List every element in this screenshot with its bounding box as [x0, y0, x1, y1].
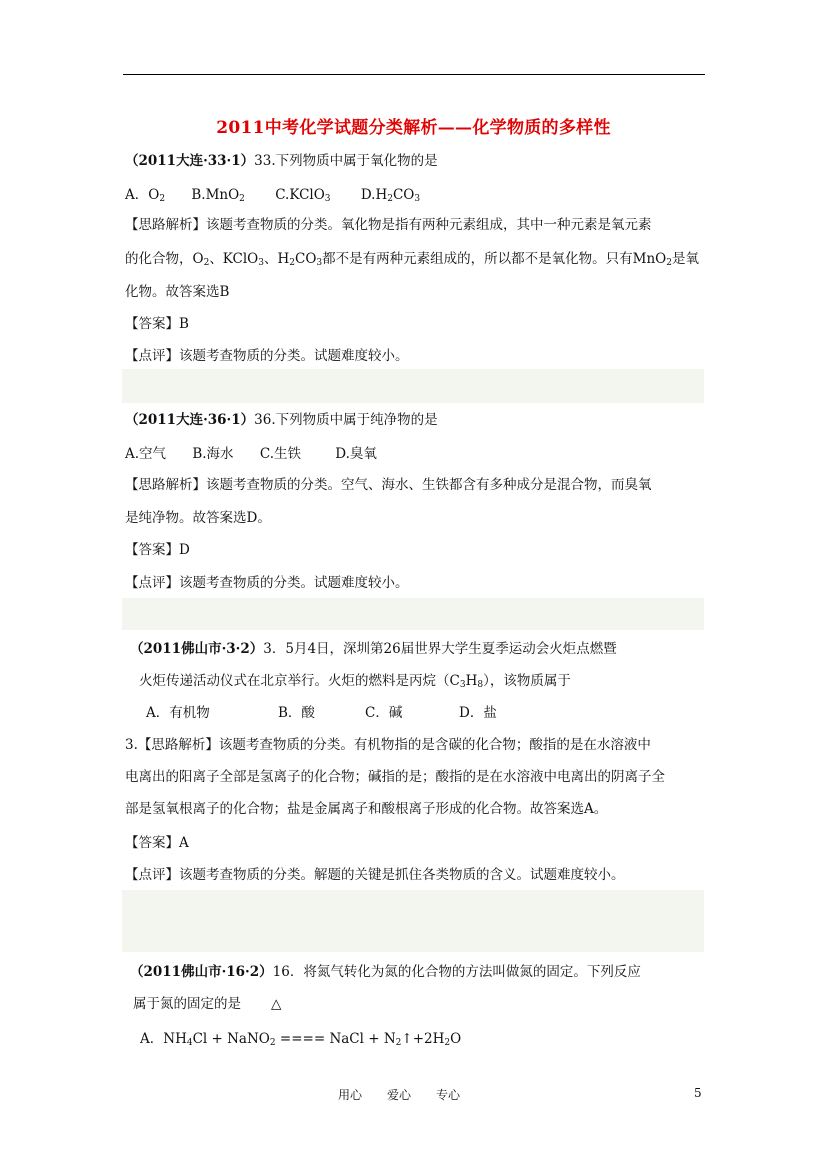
heat-symbol: △	[271, 996, 282, 1012]
q1-comment: 【点评】该题考查物质的分类。试题难度较小。	[125, 348, 409, 364]
q1-option-d: $D.H_2CO_3$	[360, 187, 421, 204]
footer-text-1: 用心	[338, 1088, 363, 1102]
q1-option-c: C.KClO$_3$	[275, 187, 331, 204]
q3-analysis-line2: 电离出的阳离子全部是氢离子的化合物；碱指的是；酸指的是在水溶液中电离出的阴离子全	[125, 769, 665, 785]
page-title: 2011中考化学试题分类解析——化学物质的多样性	[216, 118, 611, 138]
q2-analysis-line2: 是纯净物。故答案选D。	[125, 510, 271, 526]
q4-stem-line2: 属于氮的固定的是 △	[133, 996, 282, 1012]
shaded-band	[122, 890, 704, 952]
q3-option-b: B．酸	[278, 705, 315, 721]
q4-option-a: A．$NH_4Cl$ + NaNO$_2$ ==== NaCl + $N_2↑+2H_2O$	[140, 1031, 462, 1048]
q3-analysis-line1: 3.【思路解析】该题考查物质的分类。有机物指的是含碳的化合物；酸指的是在水溶液中	[125, 737, 651, 753]
q2-stem	[125, 411, 438, 429]
q2-option-b: B.海水	[192, 446, 234, 462]
shaded-band	[122, 369, 704, 403]
q1-text: 33.下列物质中属于氧化物的是	[254, 153, 438, 169]
q3-answer: 【答案】A	[125, 835, 189, 851]
q1-analysis-line2: 的化合物，$O_2$、KClO$_3$、$H_2CO_3$都不是有两种元素组成的，所以都不是氧化物。只有MnO$_2$是氧	[125, 251, 699, 268]
page-number: 5	[694, 1086, 702, 1100]
header-rule	[123, 74, 705, 75]
footer-text-2: 爱心	[387, 1088, 412, 1102]
q2-option-d: D.臭氧	[335, 446, 377, 462]
shaded-band	[122, 598, 704, 630]
q4-stem-line1: （2011佛山市·16·2）16．将氮气转化为氮的化合物的方法叫做氮的固定。下列反应	[130, 964, 641, 980]
footer-text-3: 专心	[436, 1088, 461, 1102]
q2-answer: 【答案】D	[125, 542, 190, 558]
q1-source: （2011大连·33·1）	[125, 153, 255, 169]
q2-options	[125, 445, 377, 463]
q3-stem-line1: （2011佛山市·3·2）3．5月4日，深圳第26届世界大学生夏季运动会火炬点燃暨	[130, 641, 617, 657]
q1-analysis-line3: 化物。故答案选B	[125, 284, 230, 300]
q3-option-c: C．碱	[365, 705, 403, 721]
q2-option-c: C.生铁	[259, 446, 301, 462]
q2-analysis-line1: 【思路解析】该题考查物质的分类。空气、海水、生铁都含有多种成分是混合物，而臭氧	[125, 477, 652, 493]
q3-stem-line2: 火炬传递活动仪式在北京举行。火炬的燃料是丙烷$(C_3H_8)$，该物质属于	[139, 673, 571, 690]
q1-answer: 【答案】B	[125, 316, 189, 332]
q1-options	[125, 186, 420, 204]
q3-options	[146, 704, 497, 722]
q2-text: 36.下列物质中属于纯净物的是	[254, 412, 438, 428]
q1-stem	[125, 152, 438, 170]
q1-option-a: A．$O_2$	[125, 187, 166, 204]
q2-source: （2011大连·36·1）	[125, 412, 255, 428]
q1-option-b: B.MnO$_2$	[191, 187, 245, 204]
q3-source: （2011佛山市·3·2）	[130, 641, 264, 657]
q3-option-a: A．有机物	[146, 705, 210, 721]
q3-analysis-line3: 部是氢氧根离子的化合物；盐是金属离子和酸根离子形成的化合物。故答案选A。	[125, 801, 608, 817]
q1-analysis-line1: 【思路解析】该题考查物质的分类。氧化物是指有两种元素组成，其中一种元素是氧元素	[125, 217, 652, 233]
q2-option-a: A.空气	[125, 446, 167, 462]
q3-option-d: D．盐	[459, 705, 497, 721]
q4-source: （2011佛山市·16·2）	[130, 964, 273, 980]
q3-comment: 【点评】该题考查物质的分类。解题的关键是抓住各类物质的含义。试题难度较小。	[125, 867, 625, 883]
q2-comment: 【点评】该题考查物质的分类。试题难度较小。	[125, 575, 409, 591]
